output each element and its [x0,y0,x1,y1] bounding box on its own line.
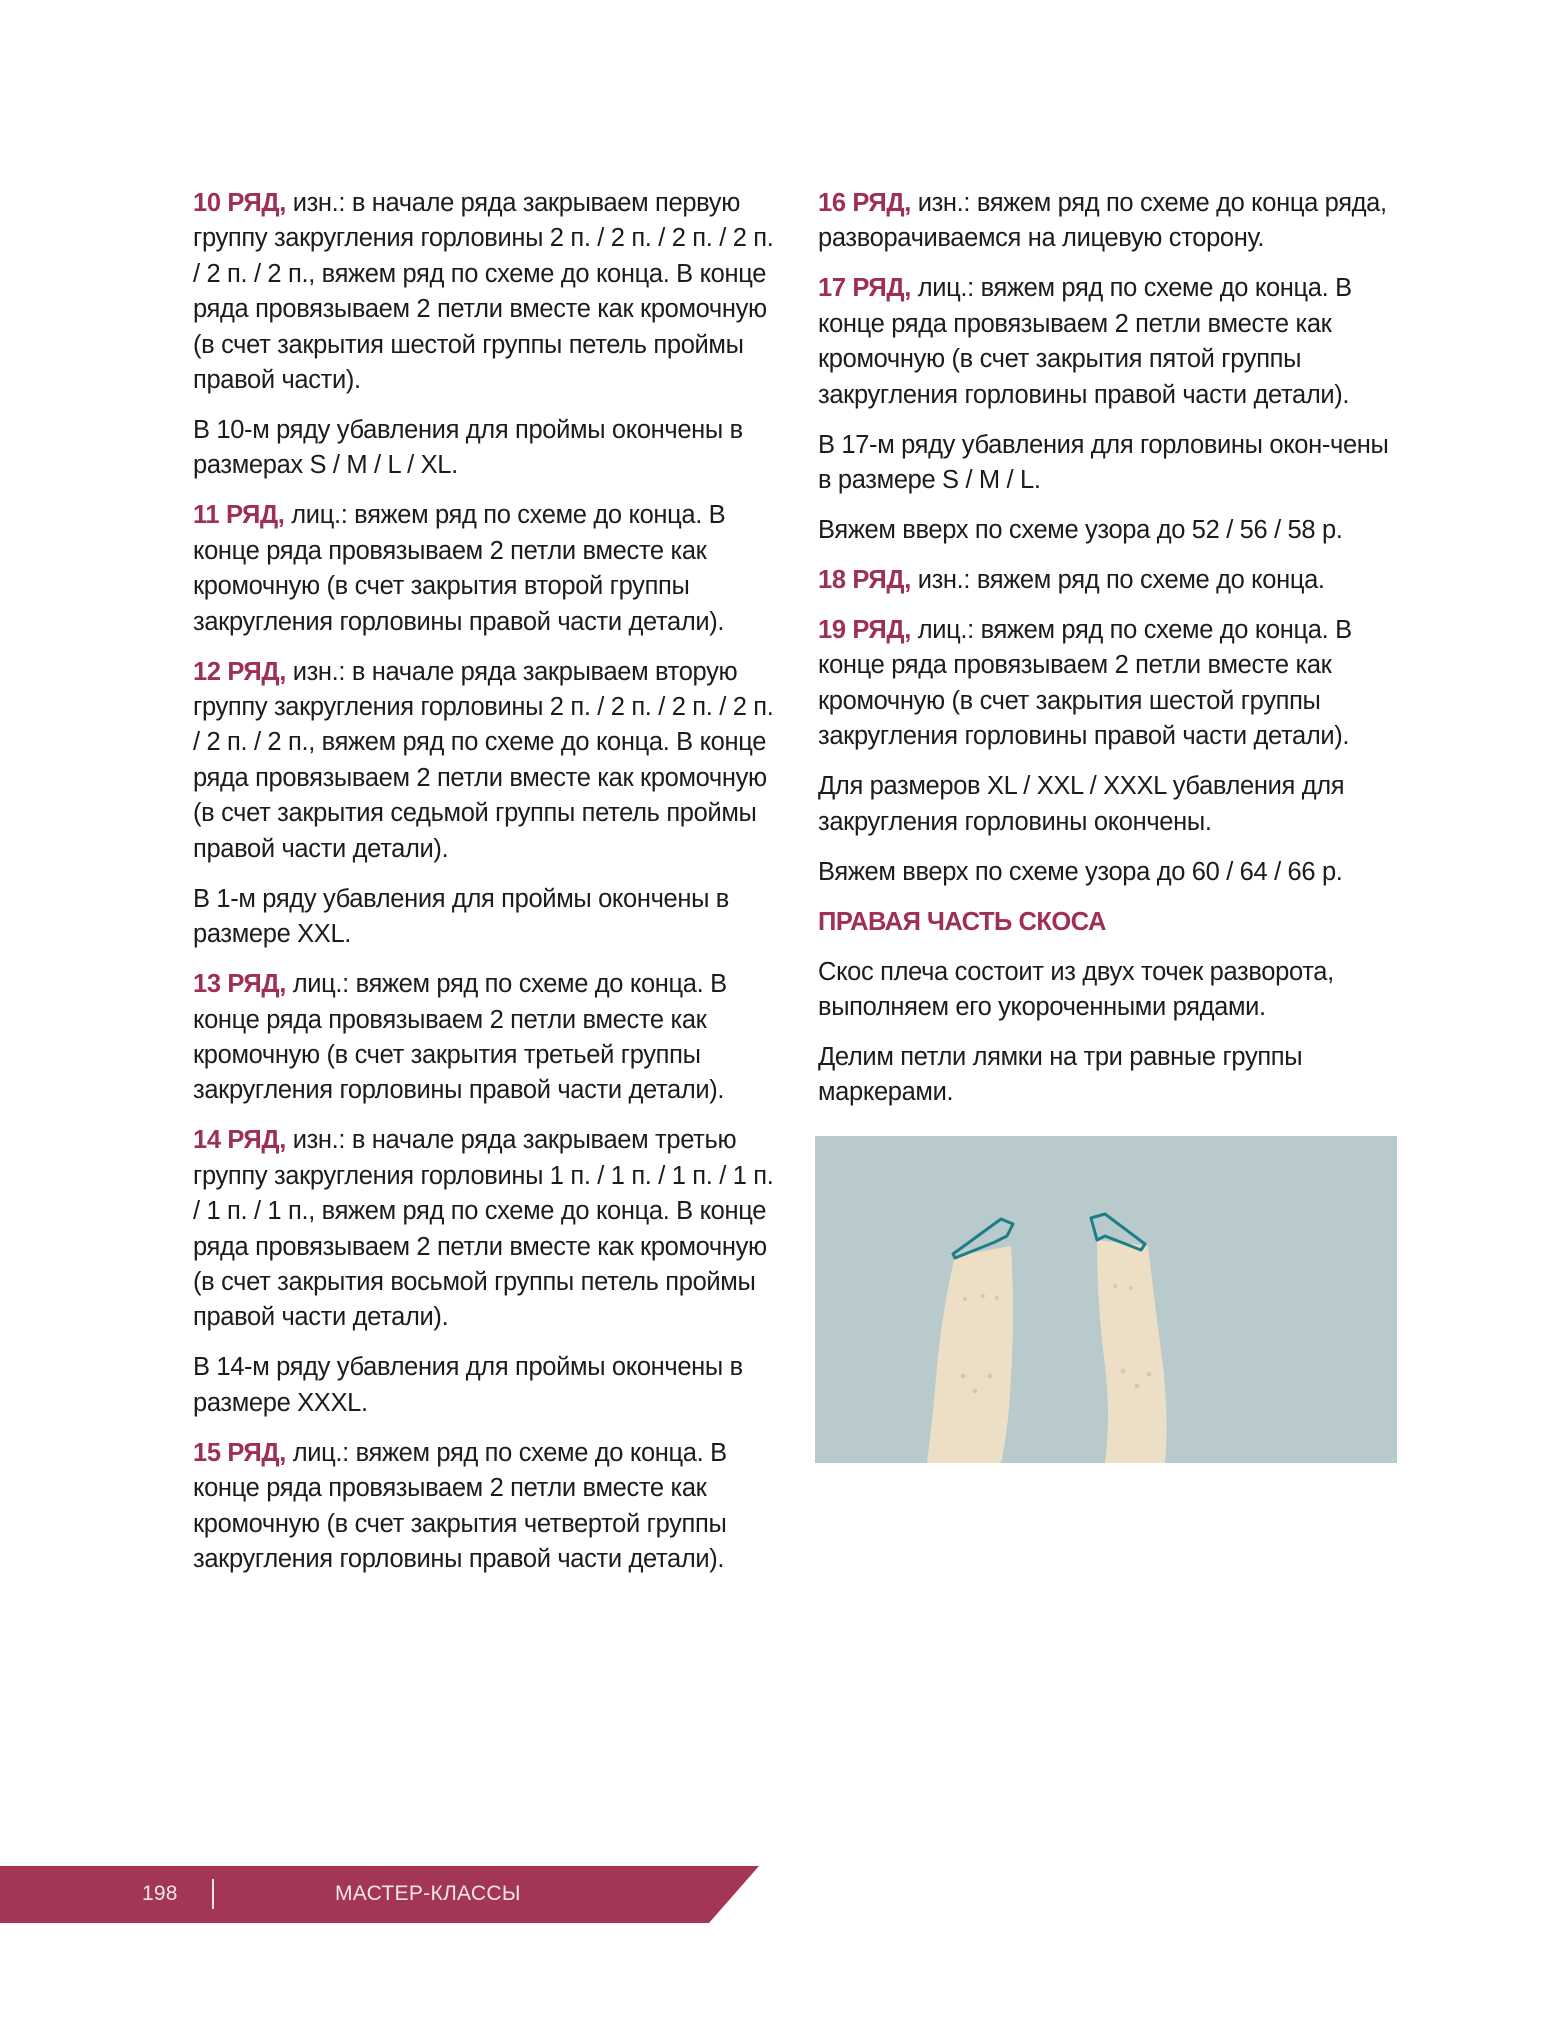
right-column [818,186,1402,1125]
paragraph-row-10 [193,186,777,398]
row-text: лиц.: вяжем ряд по схеме до конца. В конце ряда провязываем 2 петли вместе как кромочную (в счет закрытия третьей группы закругления горловины правой части детали). [193,970,727,1105]
row-text: изн.: вяжем ряд по схеме до конца ряда, разворачиваемся на лицевую сторону. [818,189,1387,253]
paragraph-row-18 [818,563,1402,598]
paragraph-row-17 [818,271,1402,413]
paragraph-note [193,1350,777,1421]
paragraph-row-16 [818,186,1402,257]
paragraph-row-19 [818,613,1402,755]
paragraph-note [193,882,777,953]
row-text: лиц.: вяжем ряд по схеме до конца. В конце ряда провязываем 2 петли вместе как кромочную (в счет закрытия шестой группы закругления горловины правой части детали). [818,616,1352,751]
paragraph-note [818,513,1402,548]
paragraph-note [818,855,1402,890]
note-text: В 10-м ряду убавления для проймы окончены в размерах S / M / L / XL. [193,416,743,480]
row-label: 12 РЯД, [193,657,286,686]
row-text: изн.: в начале ряда закрываем вторую группу закругления горловины 2 п. / 2 п. / 2 п. / 2 п. / 2 п. / 2 п., вяжем ряд по схеме до конца. В конце ряда провязываем 2 петли вместе как кромочную (в счет закрытия седьмой группы петель проймы правой части детали). [193,657,774,863]
left-column [193,186,777,1592]
row-text: изн.: вяжем ряд по схеме до конца. [910,566,1325,595]
row-text: лиц.: вяжем ряд по схеме до конца. В конце ряда провязываем 2 петли вместе как кромочную (в счет закрытия второй группы закругления горловины правой части детали). [193,501,726,636]
row-label: 11 РЯД, [193,501,285,530]
note-text: В 1-м ряду убавления для проймы окончены в размере XXL. [193,884,729,949]
row-label: 14 РЯД, [193,1126,286,1155]
knitting-photo [815,1136,1397,1463]
section-paragraph: Делим петли лямки на три равные группы маркерами. [818,1043,1303,1107]
note-text: В 14-м ряду убавления для проймы окончены в размере XXXL. [193,1353,743,1417]
footer-section-title: МАСТЕР-КЛАССЫ [335,1882,521,1905]
row-text: лиц.: вяжем ряд по схеме до конца. В конце ряда провязываем 2 петли вместе как кромочную (в счет закрытия пятой группы закругления горловины правой части детали). [818,274,1352,409]
paragraph-row-12 [193,655,777,867]
paragraph-note [818,428,1402,499]
paragraph-row-13 [193,967,777,1109]
note-text: Для размеров XL / XXL / XXXL убавления для закругления горловины окончены. [818,772,1345,836]
row-text: изн.: в начале ряда закрываем первую группу закругления горловины 2 п. / 2 п. / 2 п. / 2 п. / 2 п. / 2 п., вяжем ряд по схеме до конца. В конце ряда провязываем 2 петли вместе как кромочную (в счет закрытия шестой группы петель проймы правой части). [193,189,774,395]
paragraph-note [193,413,777,484]
section-heading: ПРАВАЯ ЧАСТЬ СКОСА [818,907,1106,936]
note-text: Вяжем вверх по схеме узора до 60 / 64 / 66 р. [818,857,1343,886]
page-number: 198 [142,1882,178,1905]
note-text: Вяжем вверх по схеме узора до 52 / 56 / 58 р. [818,516,1343,545]
section-paragraph: Скос плеча состоит из двух точек разворота, выполняем его укороченными рядами. [818,957,1334,1022]
note-text: В 17-м ряду убавления для горловины окон-чены в размере S / M / L. [818,430,1389,495]
row-label: 15 РЯД, [193,1438,286,1467]
row-label: 18 РЯД, [818,566,911,595]
row-label: 16 РЯД, [818,189,911,217]
row-text: лиц.: вяжем ряд по схеме до конца. В конце ряда провязываем 2 петли вместе как кромочную (в счет закрытия четвертой группы закругления горловины правой части детали). [193,1438,727,1573]
row-label: 10 РЯД, [193,189,286,217]
row-text: изн.: в начале ряда закрываем третью группу закругления горловины 1 п. / 1 п. / 1 п. / 1 п. / 1 п. / 1 п., вяжем ряд по схеме до конца. В конце ряда провязываем 2 петли вместе как кромочную (в счет закрытия восьмой группы петель проймы правой части детали). [193,1126,774,1332]
row-label: 17 РЯД, [818,274,911,303]
paragraph-row-15 [193,1436,777,1578]
row-label: 19 РЯД, [818,616,911,645]
paragraph-row-14 [193,1123,777,1335]
paragraph-row-11 [193,498,777,640]
paragraph-note [818,769,1402,840]
footer-divider [212,1879,214,1909]
photo-illustration [815,1136,1397,1463]
row-label: 13 РЯД, [193,970,286,999]
